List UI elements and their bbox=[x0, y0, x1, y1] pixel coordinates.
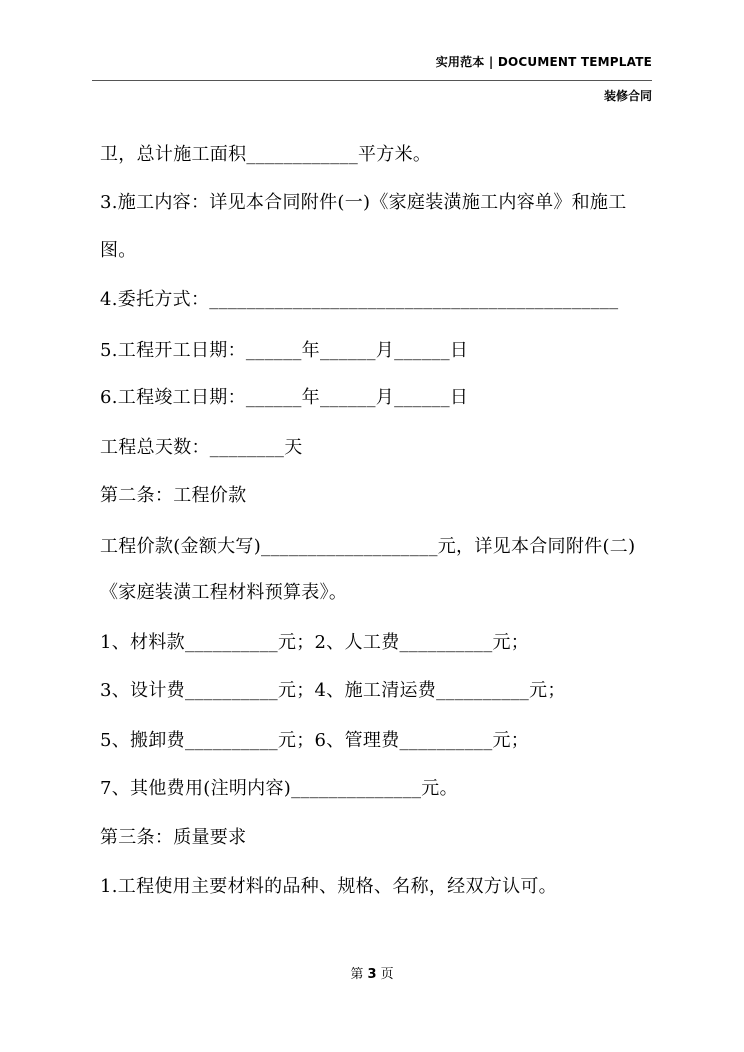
page-number bbox=[0, 963, 744, 982]
section-heading-quality: 第三条：质量要求 bbox=[100, 827, 247, 848]
body-line-budget-table: 《家庭装潢工程材料预算表》。 bbox=[100, 582, 348, 603]
body-line-drawing: 图。 bbox=[100, 240, 137, 261]
body-line-entrust-method: 4.委托方式：____________________________________________ bbox=[100, 289, 619, 310]
body-line-construction-content: 3.施工内容：详见本合同附件(一)《家庭装潢施工内容单》和施工 bbox=[100, 192, 627, 213]
body-line-start-date: 5.工程开工日期：______年______月______日 bbox=[100, 340, 469, 361]
header-subtitle: 装修合同 bbox=[603, 89, 652, 103]
section-heading-price: 第二条：工程价款 bbox=[100, 485, 247, 506]
page-number-value: 3 bbox=[367, 967, 377, 982]
body-line-materials: 1.工程使用主要材料的品种、规格、名称，经双方认可。 bbox=[100, 876, 557, 897]
header-divider bbox=[92, 80, 652, 81]
fee-line-other: 7、其他费用(注明内容)______________元。 bbox=[100, 778, 458, 799]
body-line-price-amount: 工程价款(金额大写)___________________元，详见本合同附件(二) bbox=[100, 536, 636, 557]
body-line-total-days: 工程总天数：________天 bbox=[100, 437, 303, 458]
header-title: 实用范本 | DOCUMENT TEMPLATE bbox=[435, 55, 652, 69]
body-line-area: 卫，总计施工面积____________平方米。 bbox=[100, 144, 432, 165]
fee-line-moving-management: 5、搬卸费__________元；6、管理费__________元； bbox=[100, 730, 530, 751]
page-number-suffix: 页 bbox=[380, 967, 394, 982]
body-line-completion-date: 6.工程竣工日期：______年______月______日 bbox=[100, 387, 469, 408]
fee-line-material-labor: 1、材料款__________元；2、人工费__________元； bbox=[100, 632, 530, 653]
page-number-prefix: 第 bbox=[350, 967, 364, 982]
fee-line-design-cleanup: 3、设计费__________元；4、施工清运费__________元； bbox=[100, 680, 566, 701]
